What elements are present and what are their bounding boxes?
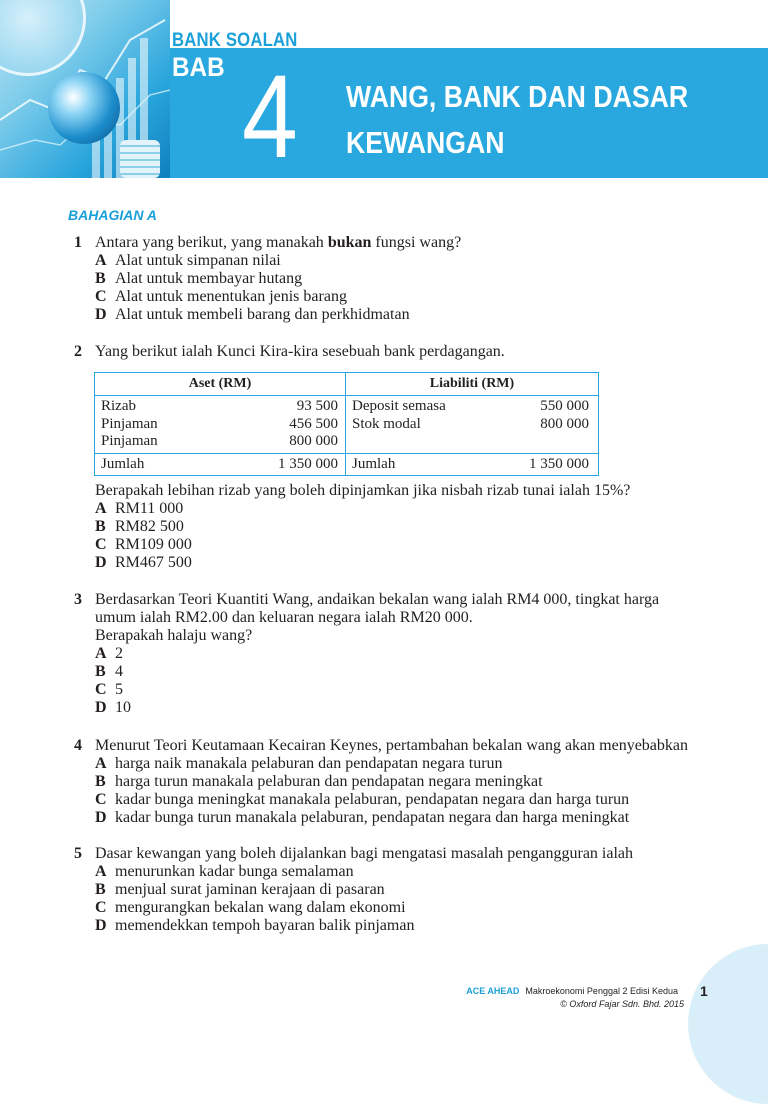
question-stem-line: Berapakah halaju wang? <box>95 627 253 644</box>
chapter-title-line2: KEWANGAN <box>346 125 505 160</box>
option-b: B RM82 500 <box>95 518 184 535</box>
option-b: B menjual surat jaminan kerajaan di pasaran <box>95 881 385 898</box>
question-2-follow <box>68 482 708 572</box>
total-assets-value: 1 350 000 <box>278 456 338 472</box>
total-liabilities-value: 1 350 000 <box>529 456 589 472</box>
question-2 <box>68 343 708 361</box>
liability-label: Stok modal <box>352 416 421 432</box>
series-label: BANK SOALAN <box>172 30 298 51</box>
question-number: 5 <box>74 845 82 862</box>
chapter-number: 4 <box>242 51 298 183</box>
question-stem: Antara yang berikut, yang manakah bukan fungsi wang? <box>95 234 462 251</box>
option-a: A menurunkan kadar bunga semalaman <box>95 863 354 880</box>
option-b: B Alat untuk membayar hutang <box>95 270 303 287</box>
balance-sheet-table <box>94 372 599 476</box>
total-assets-label: Jumlah <box>101 456 145 472</box>
footer-book-title: Makroekonomi Penggal 2 Edisi Kedua <box>525 986 678 996</box>
question-stem: Yang berikut ialah Kunci Kira-kira sesebuah bank perdagangan. <box>95 343 505 360</box>
footer-decoration <box>688 944 768 1104</box>
option-a: A harga naik manakala pelaburan dan pendapatan negara turun <box>95 755 503 772</box>
option-c: C RM109 000 <box>95 536 192 553</box>
asset-label: Rizab <box>101 398 136 414</box>
asset-label: Pinjaman <box>101 416 158 432</box>
question-number: 2 <box>74 343 82 360</box>
chapter-header-illustration <box>0 0 170 178</box>
option-d: D memendekkan tempoh bayaran balik pinjaman <box>95 917 415 934</box>
option-d: D RM467 500 <box>95 554 192 571</box>
chapter-title-line1: WANG, BANK DAN DASAR <box>346 79 689 114</box>
total-liabilities-label: Jumlah <box>352 456 396 472</box>
footer-book-info <box>466 986 678 996</box>
question-stem-line: Berdasarkan Teori Kuantiti Wang, andaikan bekalan wang ialah RM4 000, tingkat harga <box>95 591 660 608</box>
question-stem: Menurut Teori Keutamaan Kecairan Keynes, pertambahan bekalan wang akan menyebabkan <box>95 737 688 754</box>
question-stem: Dasar kewangan yang boleh dijalankan bagi mengatasi masalah pengangguran ialah <box>95 845 634 862</box>
option-c: C mengurangkan bekalan wang dalam ekonomi <box>95 899 406 916</box>
page-number: 1 <box>700 983 708 999</box>
question-1 <box>68 234 708 324</box>
liability-value: 800 000 <box>540 416 589 432</box>
table-header-liabilities: Liabiliti (RM) <box>429 376 515 391</box>
asset-label: Pinjaman <box>101 433 158 449</box>
question-4 <box>68 737 708 827</box>
coins-icon <box>120 140 160 178</box>
question-3 <box>68 591 708 717</box>
asset-value: 93 500 <box>296 398 338 414</box>
table-header-assets: Aset (RM) <box>188 376 252 391</box>
question-number: 1 <box>74 234 82 251</box>
option-c: C kadar bunga meningkat manakala pelaburan, pendapatan negara dan harga turun <box>95 791 630 808</box>
option-a: A 2 <box>95 645 123 662</box>
asset-value: 456 500 <box>289 416 338 432</box>
option-b: B harga turun manakala pelaburan dan pendapatan negara meningkat <box>95 773 543 790</box>
asset-value: 800 000 <box>289 433 338 449</box>
option-c: C 5 <box>95 681 123 698</box>
question-number: 3 <box>74 591 82 608</box>
option-d: D kadar bunga turun manakala pelaburan, pendapatan negara dan harga meningkat <box>95 809 630 826</box>
option-d: D 10 <box>95 699 131 716</box>
question-number: 4 <box>74 737 82 754</box>
section-title: BAHAGIAN A <box>68 207 157 223</box>
chapter-label: BAB <box>172 52 225 82</box>
question-5 <box>68 845 708 935</box>
globe-icon <box>48 72 120 144</box>
option-d: D Alat untuk membeli barang dan perkhidmatan <box>95 306 410 323</box>
option-c: C Alat untuk menentukan jenis barang <box>95 288 347 305</box>
footer-copyright: © Oxford Fajar Sdn. Bhd. 2015 <box>560 999 684 1009</box>
question-stem-line: umum ialah RM2.00 dan keluaran negara ialah RM20 000. <box>95 609 473 626</box>
option-a: A RM11 000 <box>95 500 184 517</box>
option-a: A Alat untuk simpanan nilai <box>95 252 281 269</box>
chapter-title <box>346 74 688 166</box>
question-stem: Berapakah lebihan rizab yang boleh dipinjamkan jika nisbah rizab tunai ialah 15%? <box>95 482 631 499</box>
liability-label: Deposit semasa <box>352 398 446 414</box>
liability-value: 550 000 <box>540 398 589 414</box>
emphasis-text: bukan <box>327 234 372 251</box>
footer-brand: ACE AHEAD <box>466 986 520 996</box>
option-b: B 4 <box>95 663 123 680</box>
